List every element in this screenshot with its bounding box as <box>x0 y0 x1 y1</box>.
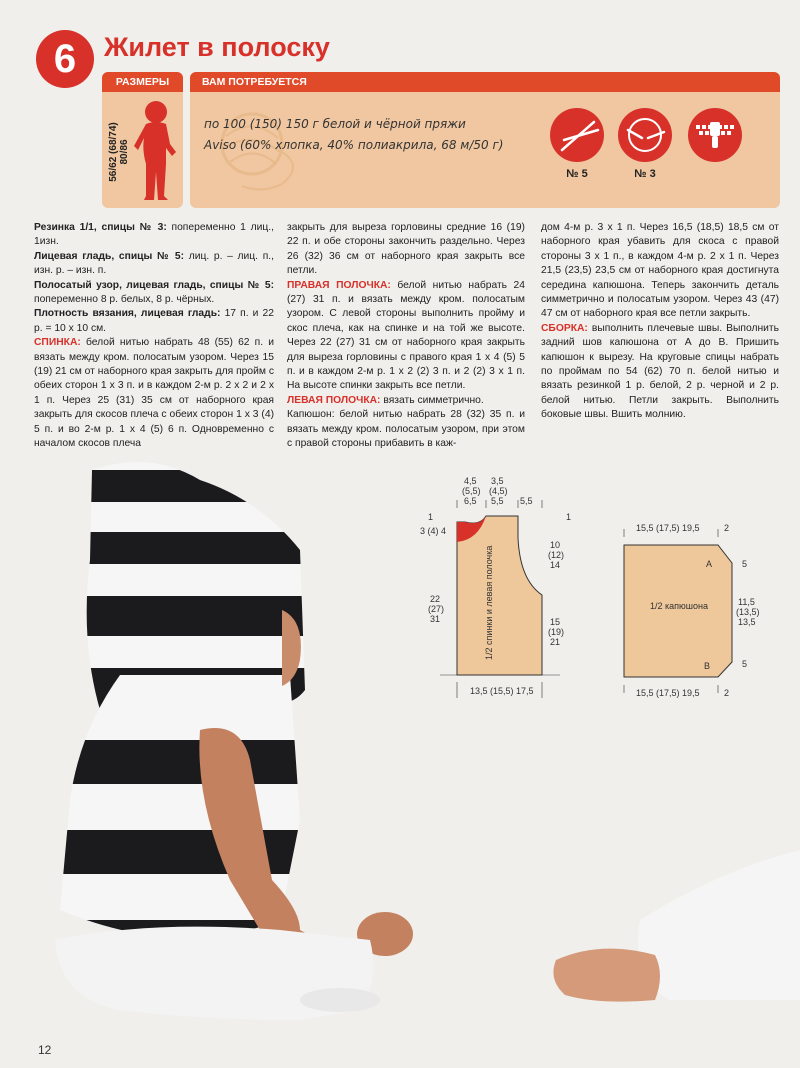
zipper-icon <box>688 108 742 162</box>
rib-label: Резинка 1/1, спицы № 3: <box>34 222 167 233</box>
dim-top-right-2: (4,5) <box>489 486 508 496</box>
front-back-label: 1/2 спинки и левая полочка <box>484 545 494 660</box>
instructions-column-3 <box>541 221 779 423</box>
knitting-needles-icon <box>550 108 604 162</box>
materials-heading: ВАМ ПОТРЕБУЕТСЯ <box>190 72 780 92</box>
hood-shape <box>624 545 732 677</box>
right-front-label: ПРАВАЯ ПОЛОЧКА: <box>287 279 391 291</box>
baby-silhouette-icon <box>134 98 178 202</box>
hood-dim-mid1: 11,5 <box>738 597 755 607</box>
dim-left-one: 1 <box>428 512 434 522</box>
right-front-text: белой нитью набрать 24 (27) 31 п. и вязать между кром. полосатым узором. С левой стороны выполнить пройму и скос плеча, как на спинке и на той же высоте. Через 22 (27) 31 см от наборного края закрыть для выреза горловины с правого края 1 x 4 (5) 5 п. и в каждом 2-м р. 1 x 2 (2) 3 п. и 2 (2) 3 x 1 п. На высоте спинки закрыть все петли. <box>287 279 525 392</box>
hood-dim-right1: 5 <box>742 559 748 569</box>
assembly-text: выполнить плечевые швы. Выполнить задний шов капюшона от A до B. Пришить капюшон к вырезу. На круговые спицы набрать по проймам по 54 (62) 70 п. белой нитью и вязать резинкой 1 р. белой, 2 р. черной и 2 р. белой нитью. Петли закрыть. Выполнить боковые швы. Вшить молнию. <box>541 322 779 421</box>
back-continued-text: закрыть для выреза горловины средние 16 (19) 22 п. и обе стороны закончить раздельно. Через 26 (32) 36 см от наборного края закрыть все петли. <box>287 222 525 277</box>
back-label: СПИНКА: <box>34 337 81 349</box>
back-text: белой нитью набрать 48 (55) 62 п. и вязать между кром. полосатым узором. Через 15 (19) 21 см от наборного края закрыть для пройм с обеих сторон 1 x 3 п. и в каждом 2-м р. 2 x 2 и 2 x 1 п. Через 25 (31) 35 см от наборного края закрыть для скосов плеча с обеих сторон 1 x 3 (4) 5 п. и во 2-м р. 1 x 4 (5) 6 п. Одновременно с началом скосов плеча <box>34 337 274 450</box>
hood-text: Капюшон: белой нитью набрать 28 (32) 35 п. и вязать между кром. полосатым узором, при этом с правой стороны прибавить в каж- <box>287 409 525 450</box>
needles-size-5: № 5 <box>566 168 588 180</box>
stockinette-label: Лицевая гладь, спицы № 5: <box>34 250 185 262</box>
stockinette-text: лиц. р. – лиц. п., изн. р. – изн. п. <box>34 250 274 277</box>
left-front-text: вязать симметрично. <box>380 394 484 406</box>
dim-bottom: 13,5 (15,5) 17,5 <box>470 686 534 696</box>
dim-top-left-2: (5,5) <box>462 486 481 496</box>
front-back-shape <box>457 516 542 675</box>
instructions-column-2 <box>287 221 525 452</box>
hood-point-a: A <box>706 559 713 569</box>
dim-top-right-1: 3,5 <box>491 476 504 486</box>
circular-needle-icon <box>618 108 672 162</box>
dim-top-left-1: 4,5 <box>464 476 477 486</box>
dim-right-a2: (12) <box>548 550 565 560</box>
dim-right-b3: 21 <box>550 637 561 647</box>
hood-dim-mid3: 13,5 <box>738 617 756 627</box>
materials-line1: по 100 (150) 150 г белой и чёрной пряжи <box>204 117 466 131</box>
page-title: Жилет в полоску <box>104 32 330 62</box>
sizes-line2: 80/86 <box>119 139 130 165</box>
dim-top-right-3: 5,5 <box>491 496 504 506</box>
sizes-values <box>106 102 132 202</box>
needles-size-3: № 3 <box>634 168 656 180</box>
hood-diagram <box>610 515 770 700</box>
dim-right-a1: 10 <box>550 540 561 550</box>
dim-left-h3: 31 <box>430 614 441 624</box>
dim-right-a3: 14 <box>550 560 561 570</box>
assembly-label: СБОРКА: <box>541 322 588 334</box>
sizes-panel <box>102 72 183 208</box>
gauge-label: Плотность вязания, лицевая гладь: <box>34 308 221 320</box>
hood-dim-top-right: 2 <box>724 523 730 533</box>
hood-dim-mid2: (13,5) <box>736 607 760 617</box>
left-front-label: ЛЕВАЯ ПОЛОЧКА: <box>287 394 381 406</box>
rib-text: попеременно 1 лиц., 1изн. <box>34 222 274 248</box>
dim-left-h1: 22 <box>430 594 441 604</box>
stripe-text: попеременно 8 р. белых, 8 р. чёрных. <box>34 294 215 306</box>
sizes-line1: 56/62 (68/74) <box>108 122 119 182</box>
gauge-text: 17 п. и 22 р. = 10 x 10 см. <box>34 308 274 334</box>
dim-right-b2: (19) <box>548 627 565 637</box>
section-number: 6 <box>36 30 94 88</box>
hood-dim-top: 15,5 (17,5) 19,5 <box>636 523 700 533</box>
dim-top-left-3: 6,5 <box>464 496 477 506</box>
materials-line2: Aviso (60% хлопка, 40% полиакрила, 68 м/50 г) <box>204 138 504 152</box>
dim-left-neck: 3 (4) 4 <box>420 526 447 536</box>
dim-right-one: 1 <box>566 512 572 522</box>
dim-right-b1: 15 <box>550 617 561 627</box>
sizes-heading: РАЗМЕРЫ <box>102 72 183 92</box>
hood-point-b: B <box>704 661 711 671</box>
hood-label: 1/2 капюшона <box>650 601 708 611</box>
hood-dim-bottom-right: 2 <box>724 688 730 698</box>
front-back-diagram <box>420 470 590 700</box>
instructions-column-1 <box>34 221 274 452</box>
dim-top-far: 5,5 <box>520 496 533 506</box>
hood-continued-text: дом 4-м р. 3 x 1 п. Через 16,5 (18,5) 18,5 см от наборного края убавить для скоса с правой стороны 3 x 1 п., в каждом 4-м р. 2 x 1 п. Через 21,5 (23,5) 23,5 см от наборного края достигнута середина капюшона. Теперь закончить деталь симметрично и полосатым узором. Через 43 (47) 47 см от наборного края все петли закрыть. <box>541 222 779 320</box>
dim-left-h2: (27) <box>428 604 445 614</box>
stripe-label: Полосатый узор, лицевая гладь, спицы № 5: <box>34 279 274 291</box>
hood-dim-bottom: 15,5 (17,5) 19,5 <box>636 688 700 698</box>
hood-dim-right2: 5 <box>742 659 748 669</box>
page-number: 12 <box>38 1043 52 1057</box>
materials-panel <box>190 72 780 208</box>
